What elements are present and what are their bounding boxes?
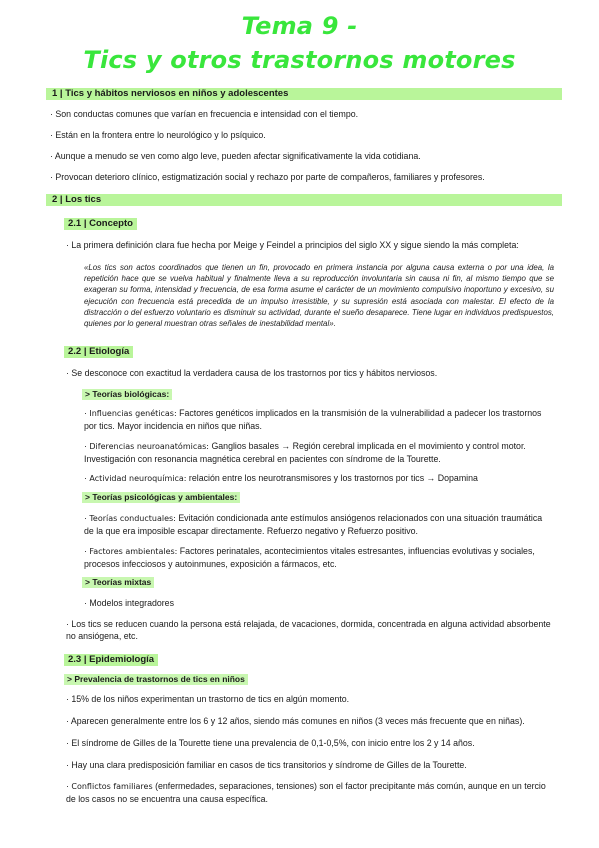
etiology-closing-note: · Los tics se reducen cuando la persona está relajada, de vacaciones, dormida, concentrada en alguna actividad absorbente no ansiógena, etc. <box>66 619 551 641</box>
prevalence-heading: > Prevalencia de trastornos de tics en niños <box>64 674 248 685</box>
subsection-etiology-heading: 2.2 | Etiología <box>64 346 133 358</box>
mixed-theories-heading: > Teorías mixtas <box>82 577 154 588</box>
epidemiology-bullet-3: · El síndrome de Gilles de la Tourette tiene una prevalencia de 0,1-0,5%, con inicio entre los 2 y 14 años. <box>66 738 475 748</box>
epidemiology-bullet-2: · Aparecen generalmente entre los 6 y 12 años, siendo más comunes en niños (3 veces más frecuente que en niñas). <box>66 716 525 726</box>
section-1-bullet-2: · Están en la frontera entre lo neurológico y lo psíquico. <box>50 130 266 140</box>
section-1-bullet-1: · Son conductas comunes que varían en frecuencia e intensidad con el tiempo. <box>50 109 359 119</box>
epidemiology-bullet-5: · Conflictos familiares (enfermedades, separaciones, tensiones) son el factor precipitante más común, aunque en un tercio de los casos no se encuentra una causa específica. <box>66 781 546 804</box>
section-1-bullet-3: · Aunque a menudo se ven como algo leve, pueden afectar significativamente la vida cotidiana. <box>50 151 421 161</box>
psychological-theories-heading: > Teorías psicológicas y ambientales: <box>82 492 240 503</box>
etiology-intro: · Se desconoce con exactitud la verdadera causa de los trastornos por tics y hábitos nerviosos. <box>66 368 438 378</box>
document-title-line-1: Tema 9 - <box>241 12 358 40</box>
concept-definition-quote: «Los tics son actos coordinados que tienen un fin, provocado en primera instancia por alguna causa externa o por una idea, la repetición hace que se vuelva habitual y finalmente lleva a su reproducción involuntaria sin causa ni fin, al mismo tiempo que se exageran su forma, intensidad y frecuencia, de esa forma asume el carácter de un movimiento compulsivo inoportuno y excesivo, su ejecución con frecuencia está precedida de un impulso irresistible, y su supresión está asociada con malestar. El efecto de la distracción o del esfuerzo voluntario es disminuir su actividad, durante el sueño desaparece. Tiene lugar en individuos predispuestos, quienes por lo general muestran otras señales de inestabilidad mental». <box>84 263 554 329</box>
section-2-heading: 2 | Los tics <box>46 194 562 206</box>
subsection-epidemiology-heading: 2.3 | Epidemiología <box>64 654 158 666</box>
section-1-heading: 1 | Tics y hábitos nerviosos en niños y adolescentes <box>46 88 562 100</box>
biological-theories-heading: > Teorías biológicas: <box>82 389 172 400</box>
biological-theory-genetic: · Influencias genéticas: Factores genéticos implicados en la transmisión de la vulnerabilidad a padecer los trastornos por tics. Mayor incidencia en niños que niñas. <box>84 408 542 431</box>
psychological-theory-environmental: · Factores ambientales: Factores perinatales, acontecimientos vitales estresantes, influencias evolutivas y sociales, procesos infecciosos y autoinmunes, exposición a fármacos, etc. <box>84 546 535 569</box>
document-title-line-2: Tics y otros trastornos motores <box>83 46 516 74</box>
concept-intro: · La primera definición clara fue hecha por Meige y Feindel a principios del siglo XX y sigue siendo la más completa: <box>66 240 519 250</box>
psychological-theory-behavioral: · Teorías conductuales: Evitación condicionada ante estímulos ansiógenos relacionados con una situación traumática de la que era imposible escapar directamente. Refuerzo negativo y Refuerzo positivo. <box>84 513 543 536</box>
subsection-concept-heading: 2.1 | Concepto <box>64 218 137 230</box>
epidemiology-bullet-4: · Hay una clara predisposición familiar en casos de tics transitorios y síndrome de Gilles de la Tourette. <box>66 760 467 770</box>
biological-theory-neurochemical: · Actividad neuroquímica: relación entre los neurotransmisores y los trastornos por tics → Dopamina <box>84 473 478 483</box>
section-1-bullet-4: · Provocan deterioro clínico, estigmatización social y rechazo por parte de compañeros, familiares y profesores. <box>50 172 485 182</box>
mixed-theory-integrative: · Modelos integradores <box>84 598 174 608</box>
epidemiology-bullet-1: · 15% de los niños experimentan un trastorno de tics en algún momento. <box>66 694 350 704</box>
biological-theory-neuroanatomic: · Diferencias neuroanatómicas: Ganglios basales → Región cerebral implicada en el movimiento y control motor. Investigación con resonancia magnética cerebral en pacientes con síndrome de la Tourette. <box>84 441 526 464</box>
